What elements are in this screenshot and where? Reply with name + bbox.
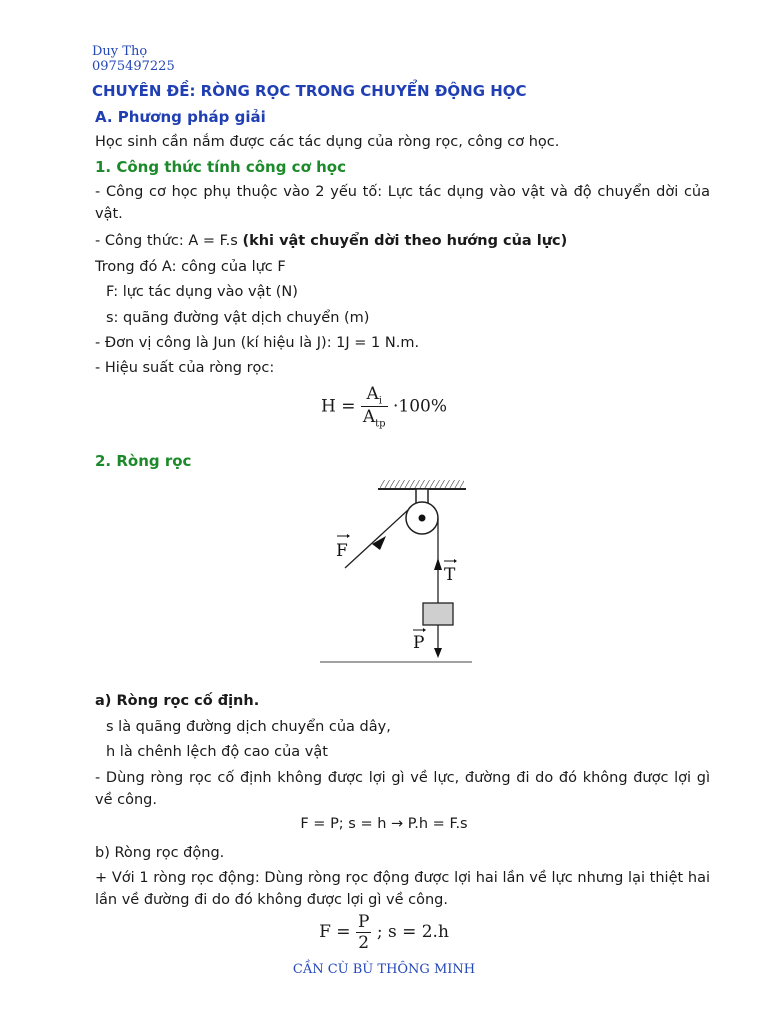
movable-rhs: ; s = 2.h [376,922,449,942]
sub1-p6: - Đơn vị công là Jun (kí hiệu là J): 1J = 1 N.m. [95,335,420,351]
part-a-formula: F = P; s = h → P.h = F.s [300,816,468,832]
force-arrow-head [372,536,386,550]
sub1-p4: F: lực tác dụng vào vật (N) [106,284,298,300]
part-a-l1: s là quãng đường dịch chuyển của dây, [106,719,391,735]
movable-fraction [356,912,371,953]
sub1-p5: s: quãng đường vật dịch chuyển (m) [106,310,370,326]
efficiency-formula [0,384,768,430]
movable-lhs: F = [319,922,351,942]
sub1-p2 [95,230,567,252]
formula-text: - Công thức: A = F.s [95,233,243,249]
tension-arrow-head [434,558,442,570]
footer-motto: CẦN CÙ BÙ THÔNG MINH [292,962,476,977]
part-b-heading: b) Ròng rọc động. [95,845,225,861]
part-b-l1: + Với 1 ròng rọc động: Dùng ròng rọc động được lợi hai lần về lực nhưng lại thiệt hai lần về đường đi do đó không được lợi gì về công. [95,870,710,908]
sub1-p3: Trong đó A: công của lực F [95,259,286,275]
sub1-p7: - Hiệu suất của ròng rọc: [95,360,275,376]
vector-bar-F-tip [347,534,350,538]
formula-condition: (khi vật chuyển dời theo hướng của lực) [242,233,568,249]
section-a-heading: A. Phương pháp giải [95,108,266,126]
author-name: Duy Thọ [92,44,148,59]
efficiency-lhs: H = [320,396,356,417]
sub1-p1: - Công cơ học phụ thuộc vào 2 yếu tố: Lực tác dụng vào vật và độ chuyển dời của vật. [95,184,710,222]
document-title: CHUYÊN ĐỀ: RÒNG RỌC TRONG CHUYỂN ĐỘNG HỌC [92,82,527,100]
pulley-diagram [310,470,490,670]
author-phone: 0975497225 [92,59,175,74]
efficiency-den-sub: tp [375,418,386,430]
efficiency-den: A [362,407,376,428]
label-T: T [444,565,456,585]
weight-arrow-head [434,648,442,658]
efficiency-fraction [361,384,388,430]
efficiency-num-sub: i [378,395,382,407]
part-a-heading: a) Ròng rọc cố định. [95,693,260,709]
movable-den: 2 [358,933,370,953]
part-a-l2: h là chênh lệch độ cao của vật [106,744,328,760]
rope-left [345,510,408,568]
movable-num: P [357,912,370,932]
ceiling-hatch [380,480,464,488]
label-F: F [336,541,348,561]
efficiency-num: A [366,384,379,404]
vector-bar-T-tip [454,559,457,563]
pulley-axle [419,515,426,522]
hanging-block [423,603,453,625]
sub1-heading: 1. Công thức tính công cơ học [95,158,346,176]
vector-bar-P-tip [423,628,426,632]
sub2-heading: 2. Ròng rọc [95,452,192,470]
movable-pulley-formula [0,912,768,953]
part-a-l3: - Dùng ròng rọc cố định không được lợi gì về lực, đường đi do đó không được lợi gì về công. [95,770,710,808]
section-a-intro: Học sinh cần nắm được các tác dụng của ròng rọc, công cơ học. [95,134,560,150]
efficiency-rhs: ·100% [392,396,447,417]
label-P: P [413,633,425,653]
